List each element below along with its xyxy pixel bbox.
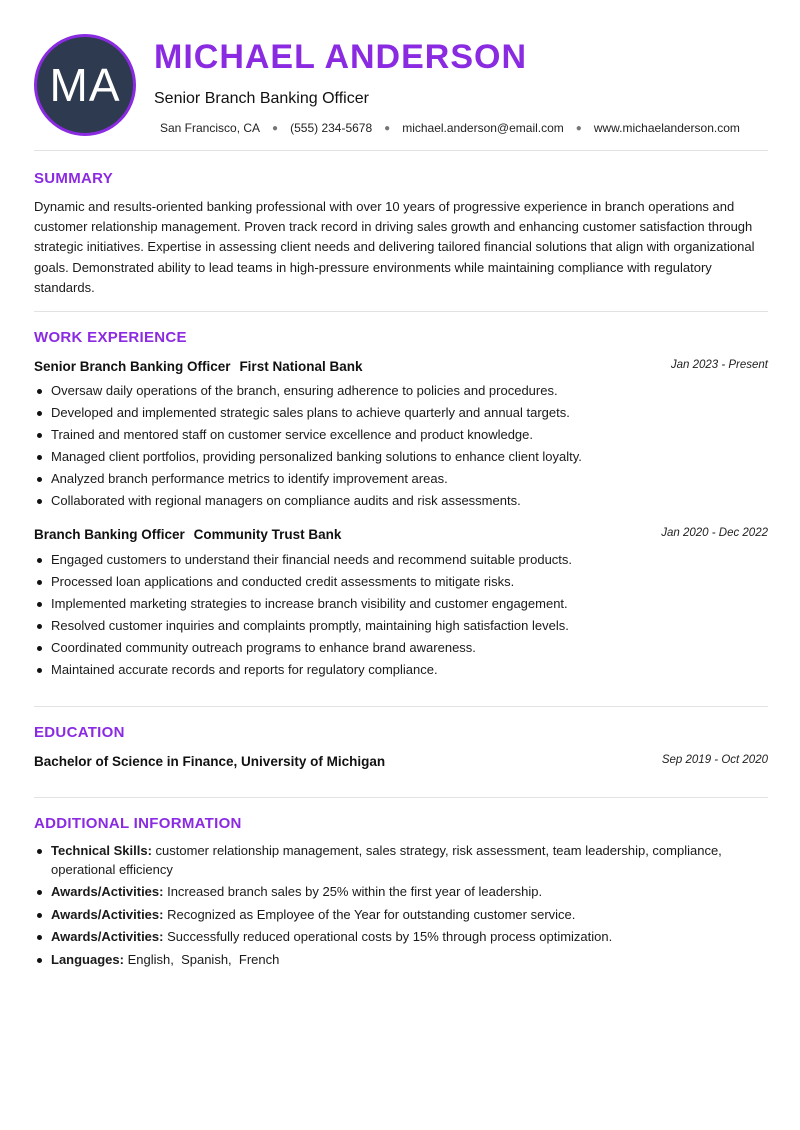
list-item: Implemented marketing strategies to increase branch visibility and customer engagement. — [34, 593, 768, 615]
list-item — [34, 841, 768, 879]
item-text: Recognized as Employee of the Year for outstanding customer service. — [167, 906, 576, 922]
list-item — [34, 927, 768, 946]
additional-heading: ADDITIONAL INFORMATION — [34, 815, 242, 832]
job-bullets — [34, 380, 768, 513]
additional-list — [34, 841, 768, 972]
experience-heading: WORK EXPERIENCE — [34, 329, 187, 346]
job-bullets — [34, 549, 768, 682]
list-item: Developed and implemented strategic sales plans to achieve quarterly and annual targets. — [34, 402, 768, 424]
separator-dot-icon: ● — [272, 123, 279, 134]
avatar — [34, 34, 136, 136]
separator-dot-icon: ● — [575, 123, 582, 134]
contact-line — [160, 121, 740, 135]
summary-heading: SUMMARY — [34, 170, 114, 187]
job-role: Senior Branch Banking Officer — [34, 359, 231, 374]
education-dates: Sep 2019 - Oct 2020 — [661, 754, 768, 766]
list-item — [34, 905, 768, 924]
item-label: Awards/Activities: — [51, 884, 164, 900]
separator-dot-icon: ● — [384, 123, 391, 134]
list-item: Resolved customer inquiries and complaints promptly, maintaining high satisfaction levels. — [34, 615, 768, 637]
item-label: Technical Skills: — [51, 843, 152, 858]
section-divider — [34, 150, 768, 151]
education-heading: EDUCATION — [34, 724, 125, 741]
section-divider — [34, 706, 768, 707]
item-label: Awards/Activities: — [51, 906, 164, 922]
item-text: Successfully reduced operational costs by 15% through process optimization. — [167, 928, 613, 944]
list-item — [34, 882, 768, 901]
section-divider — [34, 797, 768, 798]
resume-header — [34, 34, 768, 138]
job-dates: Jan 2020 - Dec 2022 — [661, 527, 768, 539]
item-text: English, Spanish, French — [127, 951, 280, 967]
list-item: Engaged customers to understand their financial needs and recommend suitable products. — [34, 549, 768, 571]
education-degree: Bachelor of Science in Finance, University of Michigan — [34, 754, 386, 769]
list-item: Managed client portfolios, providing personalized banking solutions to enhance client loyalty. — [34, 446, 768, 468]
job-header — [34, 358, 768, 376]
item-text: Increased branch sales by 25% within the first year of leadership. — [167, 884, 543, 900]
item-text: customer relationship management, sales strategy, risk assessment, team leadership, compliance, operational efficiency — [51, 843, 722, 877]
item-label: Awards/Activities: — [51, 928, 164, 944]
list-item: Coordinated community outreach programs to enhance brand awareness. — [34, 637, 768, 659]
list-item: Maintained accurate records and reports for regulatory compliance. — [34, 659, 768, 681]
contact-website[interactable]: www.michaelanderson.com — [593, 121, 740, 135]
item-label: Languages: — [51, 951, 124, 967]
contact-phone: (555) 234-5678 — [290, 121, 373, 135]
job-company: First National Bank — [239, 359, 363, 374]
list-item — [34, 950, 768, 969]
job-role: Branch Banking Officer — [34, 527, 185, 542]
candidate-name: MICHAEL ANDERSON — [154, 38, 528, 76]
education-entry — [34, 753, 768, 771]
list-item: Trained and mentored staff on customer service excellence and product knowledge. — [34, 424, 768, 446]
job-header — [34, 526, 768, 544]
avatar-initials: MA — [49, 59, 121, 111]
section-divider — [34, 311, 768, 312]
contact-location: San Francisco, CA — [160, 121, 261, 135]
list-item: Analyzed branch performance metrics to identify improvement areas. — [34, 468, 768, 490]
contact-email[interactable]: michael.anderson@email.com — [402, 121, 564, 135]
job-company: Community Trust Bank — [193, 527, 342, 542]
list-item: Processed loan applications and conducted credit assessments to mitigate risks. — [34, 571, 768, 593]
list-item: Oversaw daily operations of the branch, ensuring adherence to policies and procedures. — [34, 380, 768, 402]
list-item: Collaborated with regional managers on compliance audits and risk assessments. — [34, 490, 768, 512]
job-dates: Jan 2023 - Present — [670, 359, 768, 371]
summary-text: Dynamic and results-oriented banking professional with over 10 years of progressive experience in branch operations and customer relationship management. Proven track record in driving sales growth and enhancing customer satisfaction through strategic initiatives. Expertise in assessing client needs and delivering tailored financial solutions that align with organizational goals. Demonstrated ability to lead teams in high-pressure environments while maintaining compliance with regulatory standards. — [34, 199, 755, 295]
candidate-title: Senior Branch Banking Officer — [154, 90, 369, 107]
